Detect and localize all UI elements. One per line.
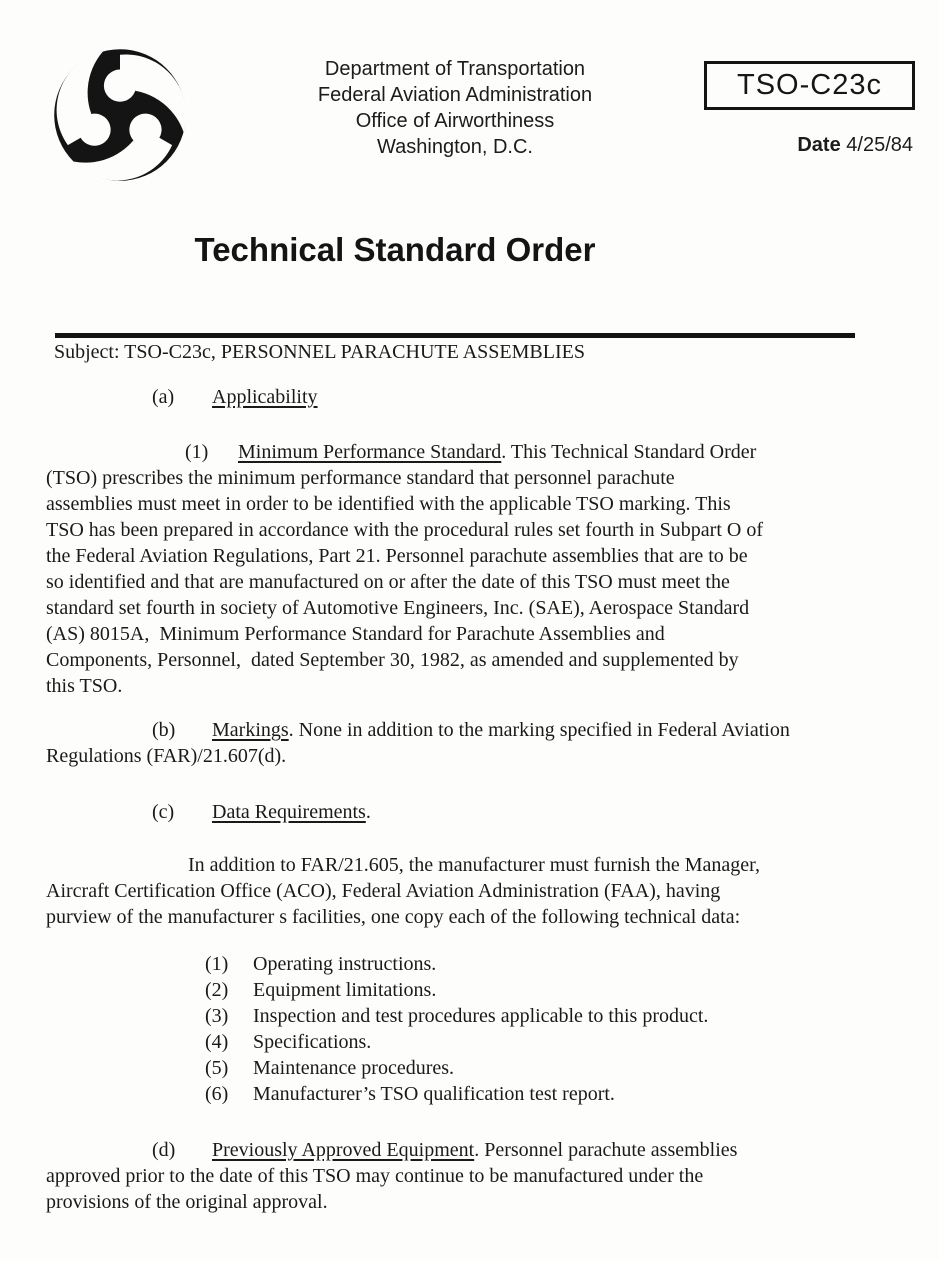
list-item — [46, 1081, 926, 1107]
paragraph-b-line: Regulations (FAR)/21.607(d). — [46, 745, 287, 767]
paragraph-a1-line: assemblies must meet in order to be identified with the applicable TSO marking. This — [46, 493, 731, 515]
tso-number-box — [704, 61, 915, 110]
paragraph-a1-line: (TSO) prescribes the minimum performance standard that personnel parachute — [46, 467, 675, 489]
paragraph-a1 — [46, 439, 926, 699]
paragraph-c-line: In addition to FAR/21.605, the manufacturer must furnish the Manager, — [188, 854, 761, 876]
section-c-label: (c) — [152, 801, 175, 823]
paragraph-a1-heading: Minimum Performance Standard — [238, 441, 502, 463]
list-item — [46, 1003, 926, 1029]
paragraph-b-label: (b) — [152, 719, 176, 741]
us-dot-triskelion-logo-icon — [50, 45, 190, 185]
agency-address-block — [255, 56, 655, 160]
list-item-text: Specifications. — [253, 1031, 372, 1053]
paragraph-c-line: Aircraft Certification Office (ACO), Federal Aviation Administration (FAA), having — [46, 880, 721, 902]
list-item-text: Operating instructions. — [253, 953, 437, 975]
section-a-label: (a) — [152, 386, 175, 408]
paragraph-a1-line: the Federal Aviation Regulations, Part 21. Personnel parachute assemblies that are to be — [46, 545, 748, 567]
paragraph-d-heading: Previously Approved Equipment — [212, 1139, 475, 1161]
paragraph-b-line — [46, 717, 926, 743]
list-item — [46, 977, 926, 1003]
paragraph-a1-line: Components, Personnel, dated September 30, 1982, as amended and supplemented by — [46, 649, 739, 671]
paragraph-a1-line: so identified and that are manufactured on or after the date of this TSO must meet the — [46, 571, 730, 593]
paragraph-d-line: approved prior to the date of this TSO may continue to be manufactured under the — [46, 1165, 704, 1187]
section-a-heading: Applicability — [212, 386, 318, 408]
list-item-number: (6) — [205, 1083, 229, 1105]
date-value: 4/25/84 — [846, 134, 913, 156]
document-body — [46, 339, 926, 1215]
paragraph-a1-line: standard set fourth in society of Automotive Engineers, Inc. (SAE), Aerospace Standard — [46, 597, 750, 619]
section-c-first-rest: . — [365, 801, 371, 823]
paragraph-d-first-rest: . Personnel parachute assemblies — [474, 1139, 738, 1161]
agency-line-department: Department of Transportation — [324, 58, 586, 80]
technical-data-list — [46, 951, 926, 1107]
paragraph-b-first-rest: . None in addition to the marking specified in Federal Aviation — [288, 719, 790, 741]
list-item — [46, 1055, 926, 1081]
list-item-text: Maintenance procedures. — [253, 1057, 455, 1079]
list-item — [46, 951, 926, 977]
paragraph-a1-line: this TSO. — [46, 675, 123, 697]
paragraph-d-line: provisions of the original approval. — [46, 1191, 328, 1213]
paragraph-d-line — [46, 1137, 926, 1163]
list-item-number: (4) — [205, 1031, 229, 1053]
paragraph-a1-first-rest: . This Technical Standard Order — [501, 441, 757, 463]
paragraph-a1-line — [46, 439, 926, 465]
subject-line: Subject: TSO-C23c, PERSONNEL PARACHUTE ASSEMBLIES — [54, 341, 585, 363]
agency-line-faa: Federal Aviation Administration — [317, 84, 593, 106]
tso-number: TSO-C23c — [737, 69, 882, 101]
paragraph-d-label: (d) — [152, 1139, 176, 1161]
paragraph-c — [46, 852, 926, 930]
list-item-number: (5) — [205, 1057, 229, 1079]
list-item-number: (3) — [205, 1005, 229, 1027]
section-a-heading-line — [46, 384, 926, 410]
list-item — [46, 1029, 926, 1055]
agency-line-office: Office of Airworthiness — [355, 110, 555, 132]
list-item-text: Inspection and test procedures applicable to this product. — [253, 1005, 709, 1027]
agency-line-city: Washington, D.C. — [377, 136, 533, 158]
section-c-heading-line — [46, 799, 926, 825]
paragraph-b-heading: Markings — [212, 719, 289, 741]
list-item-text: Manufacturer’s TSO qualification test report. — [253, 1083, 615, 1105]
paragraph-a1-line: TSO has been prepared in accordance with the procedural rules set fourth in Subpart O of — [46, 519, 763, 541]
section-c-heading: Data Requirements — [212, 801, 366, 823]
paragraph-c-line: purview of the manufacturer s facilities, one copy each of the following technical data: — [46, 906, 741, 928]
paragraph-b — [46, 717, 926, 769]
paragraph-d — [46, 1137, 926, 1215]
list-item-text: Equipment limitations. — [253, 979, 437, 1001]
date-label: Date — [797, 134, 841, 156]
list-item-number: (1) — [205, 953, 229, 975]
page-title: Technical Standard Order — [194, 231, 596, 268]
date-line — [704, 133, 913, 157]
horizontal-rule — [55, 333, 855, 338]
paragraph-a1-label: (1) — [185, 441, 209, 463]
paragraph-a1-line: (AS) 8015A, Minimum Performance Standard for Parachute Assemblies and — [46, 623, 665, 645]
list-item-number: (2) — [205, 979, 229, 1001]
